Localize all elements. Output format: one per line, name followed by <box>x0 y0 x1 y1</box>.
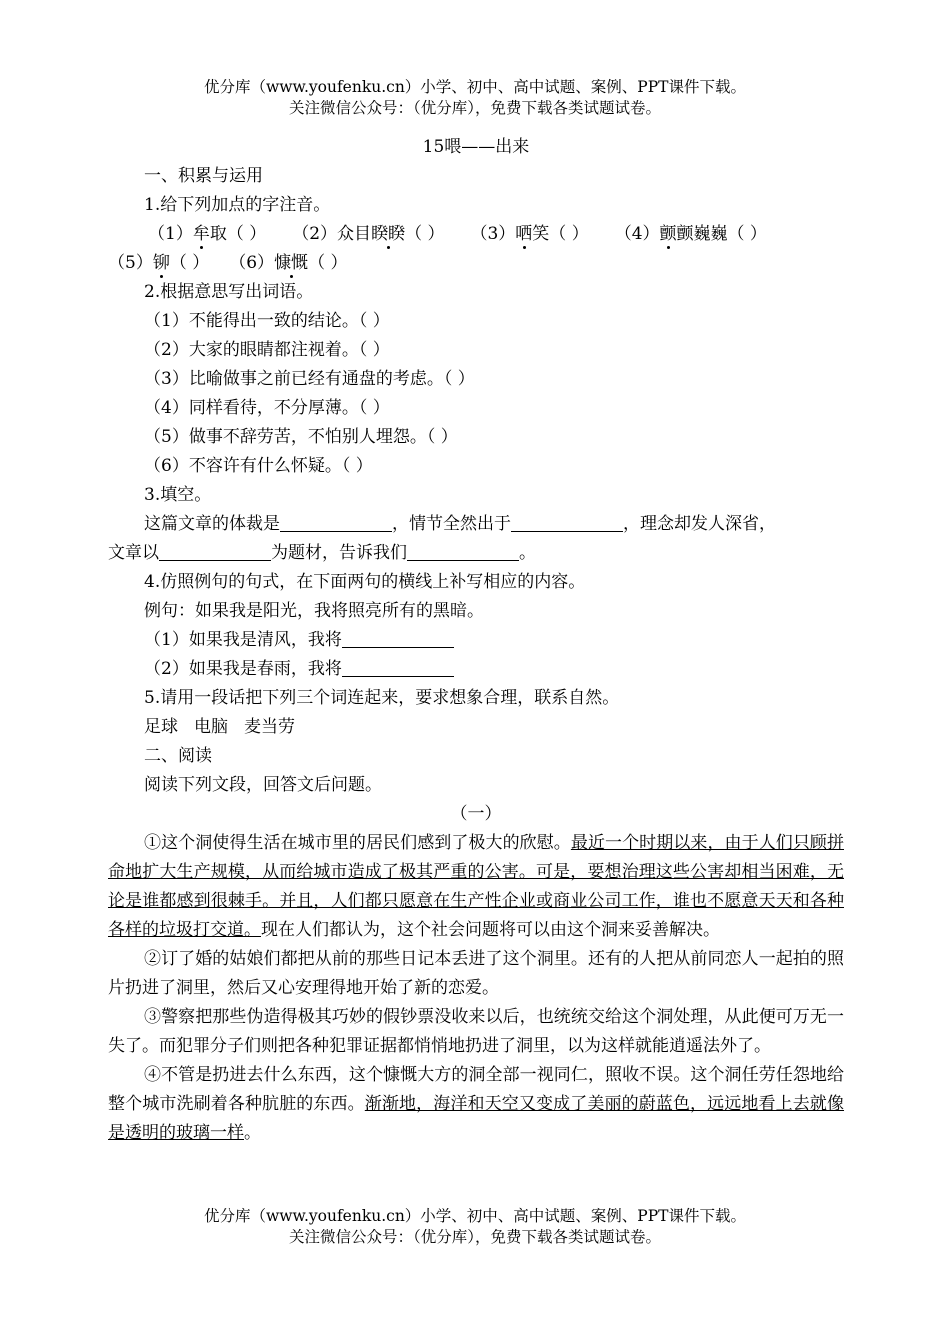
q5-word: 电脑 <box>194 717 228 737</box>
q1-item: （5）铆（ ） <box>108 253 210 273</box>
header-line-2: 关注微信公众号：（优分库），免费下载各类试题试卷。 <box>288 99 661 117</box>
passage-paragraph-4: ④不管是扔进去什么东西，这个慷慨大方的洞全部一视同仁，照收不误。这个洞任劳任怨地给整个城市洗刷着各种肮脏的东西。渐渐地，海洋和天空又变成了美丽的蔚蓝色，远远地看上去就像是透明的玻璃一样。 <box>108 1065 845 1143</box>
fill-blank[interactable] <box>342 629 454 648</box>
q1-item: （1）牟取（ ） <box>148 224 267 244</box>
q1-items-row-2 <box>108 249 844 278</box>
page-header <box>0 77 950 119</box>
footer-line-2: 关注微信公众号：（优分库），免费下载各类试题试卷。 <box>288 1228 661 1246</box>
fill-blank[interactable] <box>280 513 392 532</box>
q2-item: （5）做事不辞劳苦，不怕别人埋怨。（ ） <box>144 427 458 447</box>
main-content <box>108 133 844 1148</box>
q1-item: （2）众目睽睽（ ） <box>292 224 445 244</box>
q1-item: （4）颤颤巍巍（ ） <box>614 224 767 244</box>
q5-word: 麦当劳 <box>244 717 295 737</box>
q2-item: （6）不容许有什么怀疑。（ ） <box>144 456 373 476</box>
lesson-title: 15喂——出来 <box>422 137 530 157</box>
fill-blank[interactable] <box>407 542 519 561</box>
q2-item: （3）比喻做事之前已经有通盘的考虑。（ ） <box>144 369 475 389</box>
fill-blank[interactable] <box>511 513 623 532</box>
q4-example: 例句：如果我是阳光，我将照亮所有的黑暗。 <box>144 601 484 621</box>
section-heading-1: 一、积累与运用 <box>144 166 263 186</box>
underlined-sentence: 渐渐地，海洋和天空又变成了美丽的蔚蓝色，远远地看上去就像是透明的玻璃一样 <box>108 1094 845 1143</box>
q3-line-2: 文章以 为题材，告诉我们 。 <box>108 543 536 563</box>
q2-stem: 2.根据意思写出词语。 <box>144 282 314 302</box>
passage-paragraph-3: ③警察把那些伪造得极其巧妙的假钞票没收来以后，也统统交给这个洞处理，从此便可万无一失了。而犯罪分子们则把各种犯罪证据都悄悄地扔进了洞里，以为这样就能逍遥法外了。 <box>108 1007 844 1056</box>
q1-items-row-1 <box>108 220 844 249</box>
q1-item: （6）慷慨（ ） <box>229 253 348 273</box>
q2-item: （2）大家的眼睛都注视着。（ ） <box>144 340 390 360</box>
page-footer <box>0 1206 950 1248</box>
fill-blank[interactable] <box>342 658 454 677</box>
q5-word: 足球 <box>144 717 178 737</box>
header-line-1: 优分库（www.youfenku.cn）小学、初中、高中试题、案例、PPT课件下载。 <box>203 78 747 96</box>
q4-item-2: （2）如果我是春雨，我将 <box>108 655 844 684</box>
underlined-sentence: 最近一个时期以来，由于人们只顾拼命地扩大生产规模，从而给城市造成了极其严重的公害。可是，要想治理这些公害却相当困难，无论是谁都感到很棘手。并且，人们都只愿意在生产性企业或商业公司工作，谁也不愿意天天和各种各样的垃圾打交道。 <box>108 833 844 940</box>
passage-label: （一） <box>450 804 502 824</box>
q5-stem: 5.请用一段话把下列三个词连起来，要求想象合理，联系自然。 <box>144 688 620 708</box>
passage-paragraph-2: ②订了婚的姑娘们都把从前的那些日记本丢进了这个洞里。还有的人把从前同恋人一起拍的照片扔进了洞里，然后又心安理得地开始了新的恋爱。 <box>108 949 844 998</box>
q1-item: （3）哂笑（ ） <box>470 224 589 244</box>
q2-item: （4）同样看待，不分厚薄。（ ） <box>144 398 390 418</box>
q3-stem: 3.填空。 <box>144 485 212 505</box>
fill-blank[interactable] <box>159 542 271 561</box>
q5-words <box>108 713 844 742</box>
passage-paragraph-1: ①这个洞使得生活在城市里的居民们感到了极大的欣慰。最近一个时期以来，由于人们只顾拼命地扩大生产规模，从而给城市造成了极其严重的公害。可是，要想治理这些公害却相当困难，无论是谁都感到很棘手。并且，人们都只愿意在生产性企业或商业公司工作，谁也不愿意天天和各种各样的垃圾打交道。现在人们都认为，这个社会问题将可以由这个洞来妥善解决。 <box>108 833 844 940</box>
q4-stem: 4.仿照例句的句式，在下面两句的横线上补写相应的内容。 <box>144 572 586 592</box>
reading-intro: 阅读下列文段，回答文后问题。 <box>144 775 382 795</box>
q1-stem: 1.给下列加点的字注音。 <box>144 195 331 215</box>
section-heading-2: 二、阅读 <box>144 746 212 766</box>
q4-item-1: （1）如果我是清风，我将 <box>108 626 844 655</box>
footer-line-1: 优分库（www.youfenku.cn）小学、初中、高中试题、案例、PPT课件下载。 <box>203 1207 747 1225</box>
q3-line-1: 这篇文章的体裁是 ，情节全然出于 ，理念却发人深省， <box>144 514 776 534</box>
q2-item: （1）不能得出一致的结论。（ ） <box>144 311 390 331</box>
